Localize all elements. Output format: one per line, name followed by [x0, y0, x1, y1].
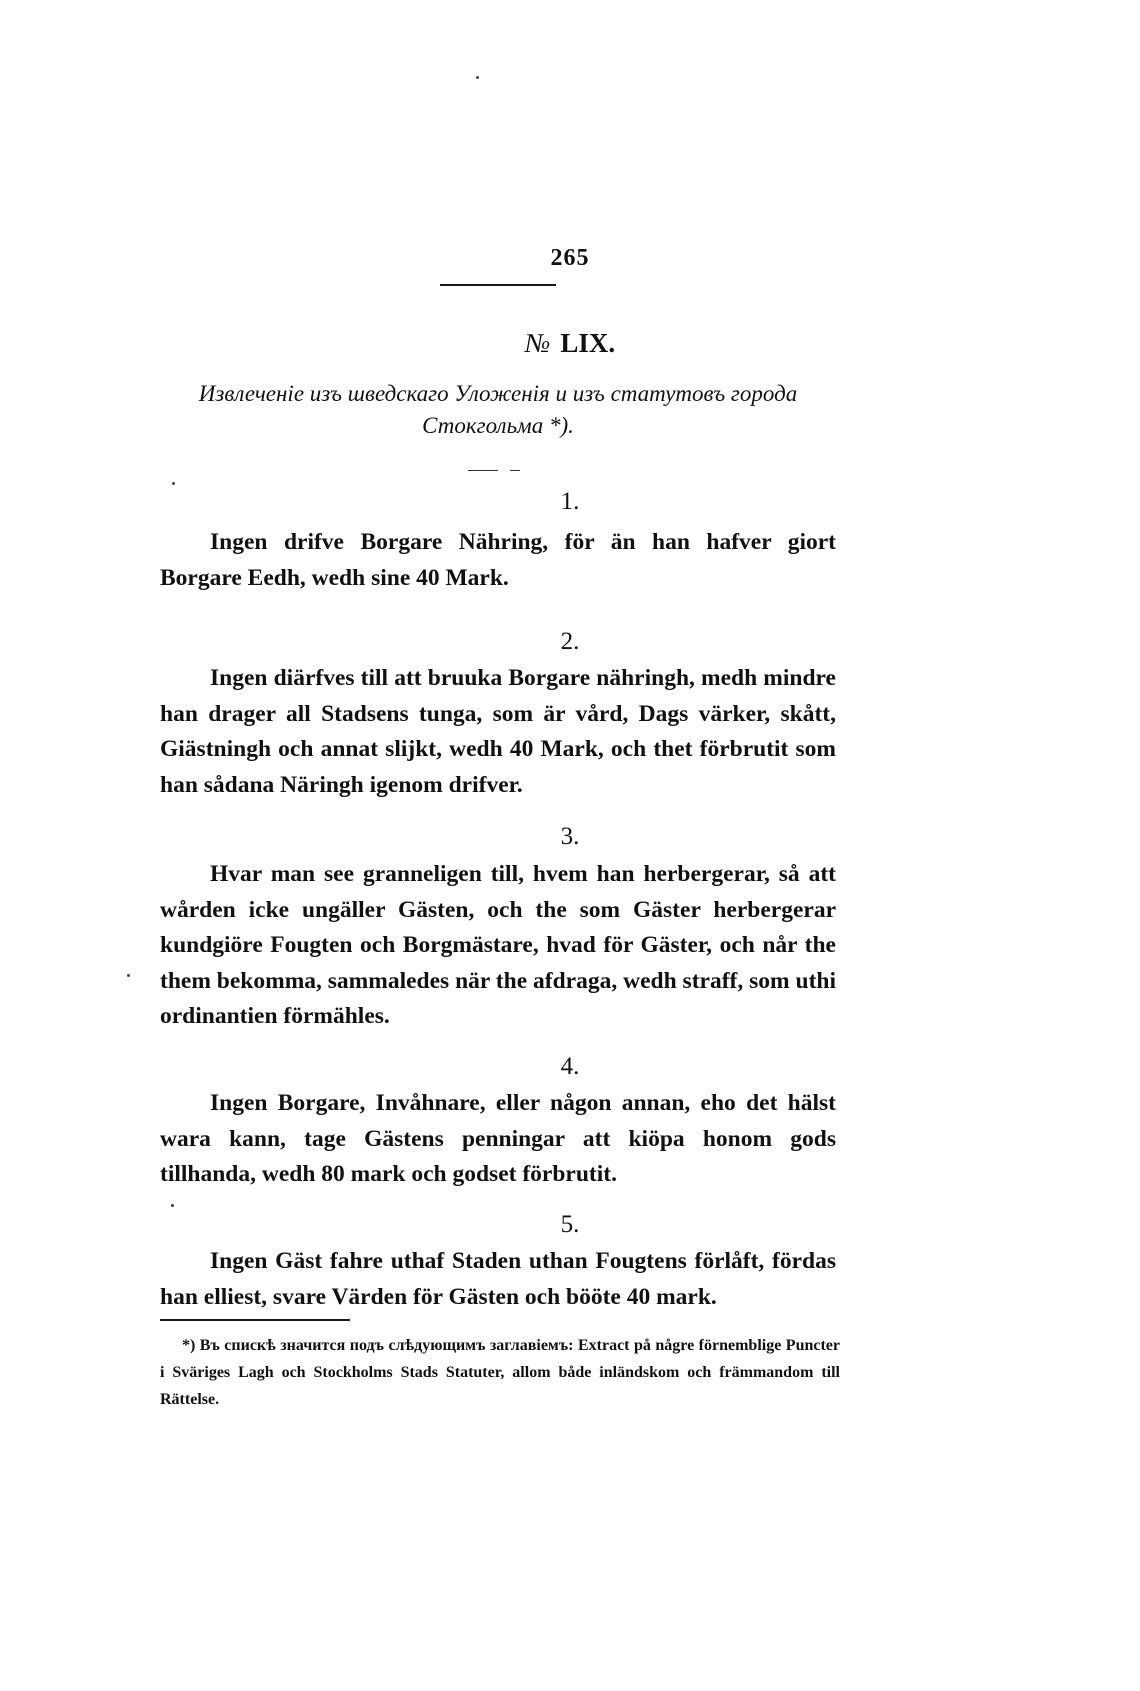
- section-text: Hvar man see granneligen till, hvem han herbergerar, så att wården icke ungäller Gästen, och the som Gäster herbergerar kundgiöre Fougten och Borgmästare, hvad för Gäster, och når the them bekomma, sammaledes när the afdraga, wedh straff, som uthi ordinantien förmähles.: [160, 861, 836, 1029]
- section-text: Ingen diärfves till att bruuka Borgare nähringh, medh mindre han drager all Stadsens tunga, som är vård, Dags värker, skått, Giästningh och annat slijkt, wedh 40 Mark, och thet förbrutit som han sådana Näringh igenom drifver.: [160, 665, 836, 798]
- section-text: Ingen Gäst fahre uthaf Staden uthan Fougtens förlåft, fördas han elliest, svare Värden för Gästen och bööte 40 mark.: [160, 1248, 836, 1310]
- section-text: Ingen drifve Borgare Nähring, för än han hafver giort Borgare Eedh, wedh sine 40 Mark.: [160, 529, 836, 591]
- document-subtitle: Извлеченіе изъ шведскаго Уложенія и изъ статутовъ города Стокгольма *).: [198, 381, 798, 438]
- footnote: *) Въ спискѣ значится подъ слѣдующимъ заглавіемъ: Extract på någre förnemblige Puncter i Sväriges Lagh och Stockholms Stads Statuter, allom både inländskom och främmandom till Rättelse.: [160, 1337, 840, 1408]
- print-speck: [172, 482, 175, 485]
- divider-rule-dash: [510, 470, 520, 471]
- section-number: 4.: [560, 1053, 580, 1080]
- section-number: 1.: [560, 488, 580, 515]
- document-number: LIX.: [560, 328, 616, 358]
- divider-rule: [468, 470, 498, 471]
- section-number: 3.: [560, 823, 580, 850]
- page-number-rule: [440, 284, 556, 286]
- numero-sign: №: [524, 328, 551, 358]
- section-number: 5.: [560, 1211, 580, 1238]
- section-text: Ingen Borgare, Invåhnare, eller någon annan, eho det hälst wara kann, tage Gästens penningar att kiöpa honom gods tillhanda, wedh 80 mark och godset förbrutit.: [160, 1090, 836, 1187]
- document-heading: [0, 328, 1140, 359]
- print-speck: [476, 76, 479, 79]
- footnote-rule: [160, 1319, 350, 1321]
- section-number: 2.: [560, 628, 580, 655]
- print-speck: [171, 1204, 174, 1207]
- print-speck: [127, 974, 130, 977]
- page-number: 265: [550, 245, 590, 271]
